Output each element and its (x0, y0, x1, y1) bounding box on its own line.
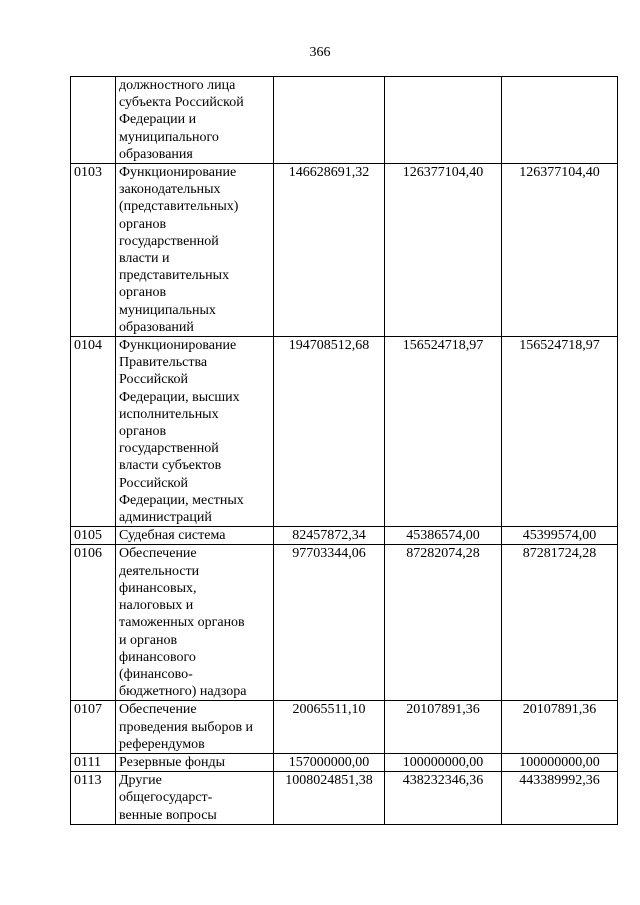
row-value-1: 1008024851,38 (274, 772, 385, 825)
row-value-2: 438232346,36 (385, 772, 502, 825)
row-name: Обеспечение проведения выборов и референдумов (116, 701, 274, 754)
row-value-2: 20107891,36 (385, 701, 502, 754)
row-value-1: 20065511,10 (274, 701, 385, 754)
table-row (71, 753, 618, 771)
table-row (71, 772, 618, 825)
row-value-1: 194708512,68 (274, 337, 385, 527)
table-row (71, 164, 618, 337)
table-row (71, 527, 618, 545)
row-value-3: 156524718,97 (502, 337, 618, 527)
row-code: 0113 (71, 772, 116, 825)
row-value-3: 20107891,36 (502, 701, 618, 754)
row-name: Функционирование законодательных (представительных) органов государственной власти и представительных органов муниципальных образований (116, 164, 274, 337)
table-row (71, 701, 618, 754)
budget-table (70, 76, 618, 825)
row-value-1: 157000000,00 (274, 753, 385, 771)
row-value-2: 87282074,28 (385, 545, 502, 701)
row-code: 0106 (71, 545, 116, 701)
row-value-3: 87281724,28 (502, 545, 618, 701)
page-number: 366 (309, 45, 331, 60)
row-value-2: 126377104,40 (385, 164, 502, 337)
row-name: Функционирование Правительства Российской Федерации, высших исполнительных органов государственной власти субъектов Российской Федерации, местных администраций (116, 337, 274, 527)
row-code: 0107 (71, 701, 116, 754)
row-value-1: 97703344,06 (274, 545, 385, 701)
row-value-2: 45386574,00 (385, 527, 502, 545)
row-name: Резервные фонды (116, 753, 274, 771)
row-value-2: 156524718,97 (385, 337, 502, 527)
row-value-2 (385, 77, 502, 164)
row-value-3 (502, 77, 618, 164)
row-value-3: 45399574,00 (502, 527, 618, 545)
row-value-1: 146628691,32 (274, 164, 385, 337)
row-value-3: 100000000,00 (502, 753, 618, 771)
row-code: 0111 (71, 753, 116, 771)
table-row (71, 545, 618, 701)
row-value-2: 100000000,00 (385, 753, 502, 771)
row-name: Судебная система (116, 527, 274, 545)
row-code: 0103 (71, 164, 116, 337)
row-code: 0104 (71, 337, 116, 527)
row-value-1: 82457872,34 (274, 527, 385, 545)
row-code (71, 77, 116, 164)
row-name: должностного лица субъекта Российской Федерации и муниципального образования (116, 77, 274, 164)
row-name: Другие общегосударст- венные вопросы (116, 772, 274, 825)
table-row (71, 77, 618, 164)
row-value-1 (274, 77, 385, 164)
row-name: Обеспечение деятельности финансовых, налоговых и таможенных органов и органов финансового (финансово- бюджетного) надзора (116, 545, 274, 701)
row-value-3: 443389992,36 (502, 772, 618, 825)
row-value-3: 126377104,40 (502, 164, 618, 337)
row-code: 0105 (71, 527, 116, 545)
table-row (71, 337, 618, 527)
